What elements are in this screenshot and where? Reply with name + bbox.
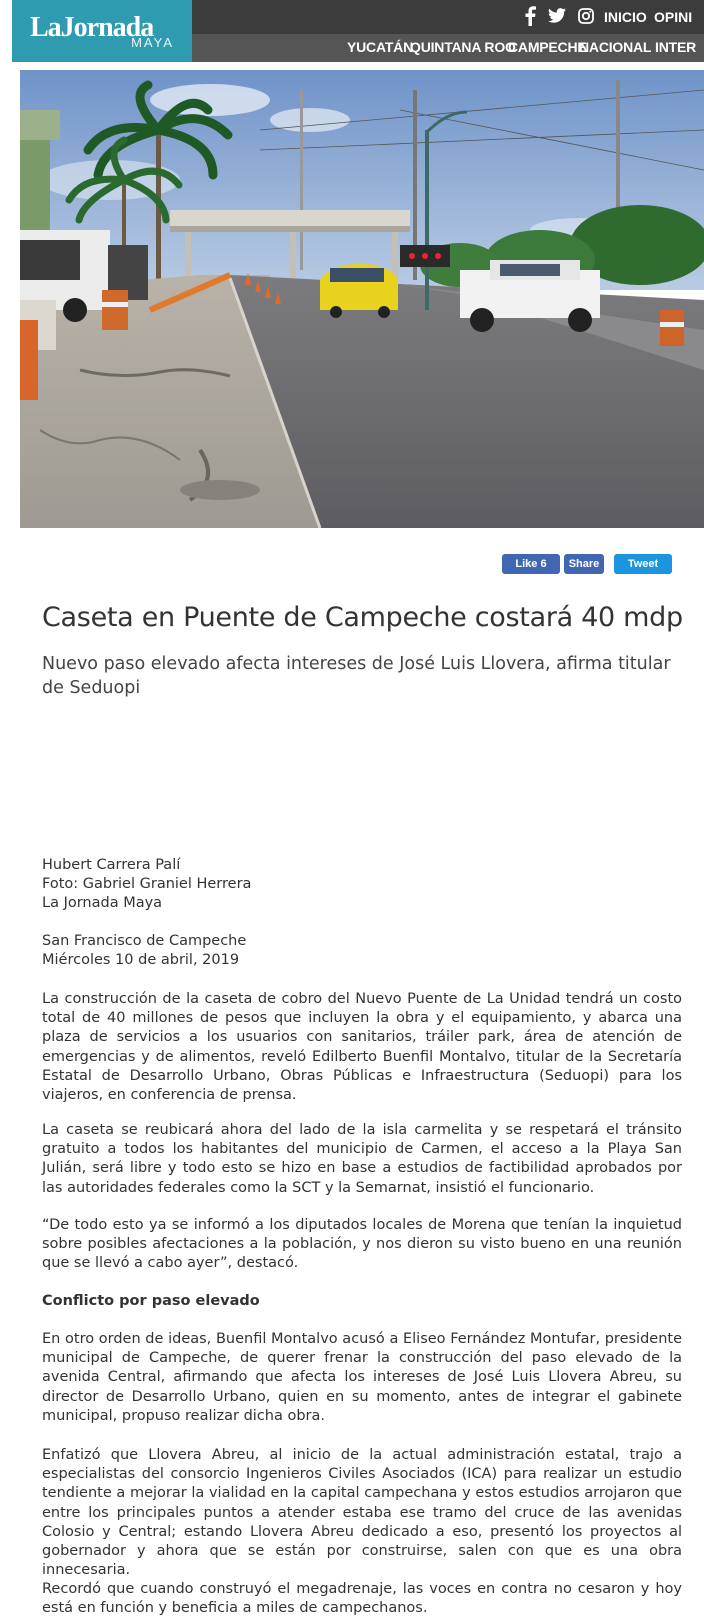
facebook-share-button[interactable] (564, 554, 604, 574)
section-internacional[interactable]: INTER (655, 39, 697, 55)
article-location: San Francisco de Campeche (42, 933, 247, 949)
article-date: Miércoles 10 de abril, 2019 (42, 952, 240, 968)
article-outlet: La Jornada Maya (42, 895, 163, 911)
article-photo (20, 70, 704, 528)
section-campeche[interactable]: CAMPECHE (508, 39, 587, 55)
share-label: Share (568, 558, 600, 570)
nav-inicio[interactable]: INICIO (604, 9, 647, 25)
article-photo-credit: Foto: Gabriel Graniel Herrera (42, 876, 252, 892)
header-sections-bar (192, 34, 704, 62)
logo-main-text: LaJornada (30, 12, 154, 43)
article-title: Caseta en Puente de Campeche costará 40 mdp (42, 602, 683, 633)
tweet-label: Tweet (627, 558, 659, 570)
facebook-like-button[interactable] (502, 554, 560, 574)
section-yucatan[interactable]: YUCATÁN (347, 39, 414, 55)
header-top-bar (192, 0, 704, 34)
article-paragraph-3: “De todo esto ya se informó a los diputados locales de Morena que tenían la inquietud sobre posibles afectaciones a la población, y nos dieron su visto bueno en una reunión que se llevó a cabo ayer”, destacó. (42, 1217, 682, 1272)
facebook-icon[interactable] (524, 6, 536, 28)
article-subtitle: Nuevo paso elevado afecta intereses de José Luis Llovera, afirma titular de Seduopi (42, 654, 671, 698)
article-paragraph-6: Recordó que cuando construyó el megadrenaje, las voces en contra no cesaron y hoy está en función y beneficia a miles de campechanos. (42, 1581, 682, 1617)
article-paragraph-5: Enfatizó que Llovera Abreu, al inicio de la actual administración estatal, trajo a especialistas del consorcio Ingenieros Civiles Asociados (ICA) para realizar un estudio tendiente a mejorar la vialidad en la capital campechana y estos estudios arrojaron que entre los principales puntos a atender estaba ese tramo del cruce de las avenidas Colosio y Central; estando Llovera Abreu dedicado a eso, presentó los proyectos al gobernador y ahora que se están por construirse, salen con que es una obra innecesaria. (42, 1447, 682, 1579)
section-heading: Conflicto por paso elevado (42, 1293, 260, 1309)
nav-opinion[interactable]: OPINI (654, 9, 693, 25)
page (12, 0, 704, 1624)
like-label: Like 6 (515, 558, 547, 570)
logo-sub-text: MAYA (131, 35, 174, 50)
article-author: Hubert Carrera Palí (42, 857, 181, 873)
article-paragraph-4: En otro orden de ideas, Buenfil Montalvo acusó a Eliseo Fernández Montufar, presidente municipal de Campeche, de querer frenar la construcción del paso elevado de la avenida Central, afirmando que afecta los intereses de José Luis Llovera Abreu, su director de Desarrollo Urbano, quien en su momento, antes de integrar el gabinete municipal, propuso realizar dicha obra. (42, 1331, 682, 1424)
section-nacional[interactable]: NACIONAL (579, 39, 652, 55)
instagram-icon[interactable] (578, 8, 594, 30)
twitter-icon[interactable] (548, 8, 566, 30)
site-header (12, 0, 704, 62)
tweet-button[interactable] (614, 554, 672, 574)
section-quintana-roo[interactable]: QUINTANA ROO (410, 39, 516, 55)
share-row (502, 554, 702, 574)
article-paragraph-2: La caseta se reubicará ahora del lado de la isla carmelita y se respetará el tránsito gratuito a todos los habitantes del municipio de Carmen, el acceso a la Playa San Julián, será libre y todo esto se hizo en base a estudios de factibilidad aprobados por las autoridades federales como la SCT y la Semarnat, insistió el funcionario. (42, 1122, 682, 1196)
article-paragraph-1: La construcción de la caseta de cobro del Nuevo Puente de La Unidad tendrá un costo total de 40 millones de pesos que incluyen la obra y el equipamiento, y abarca una plaza de servicios a los usuarios con sanitarios, tráiler park, área de atención de emergencias y de alimentos, reveló Edilberto Buenfil Montalvo, titular de la Secretaría Estatal de Desarrollo Urbano, Obras Públicas e Infraestructura (Seduopi) para los viajeros, en conferencia de prensa. (42, 991, 682, 1104)
site-logo[interactable] (12, 0, 192, 62)
